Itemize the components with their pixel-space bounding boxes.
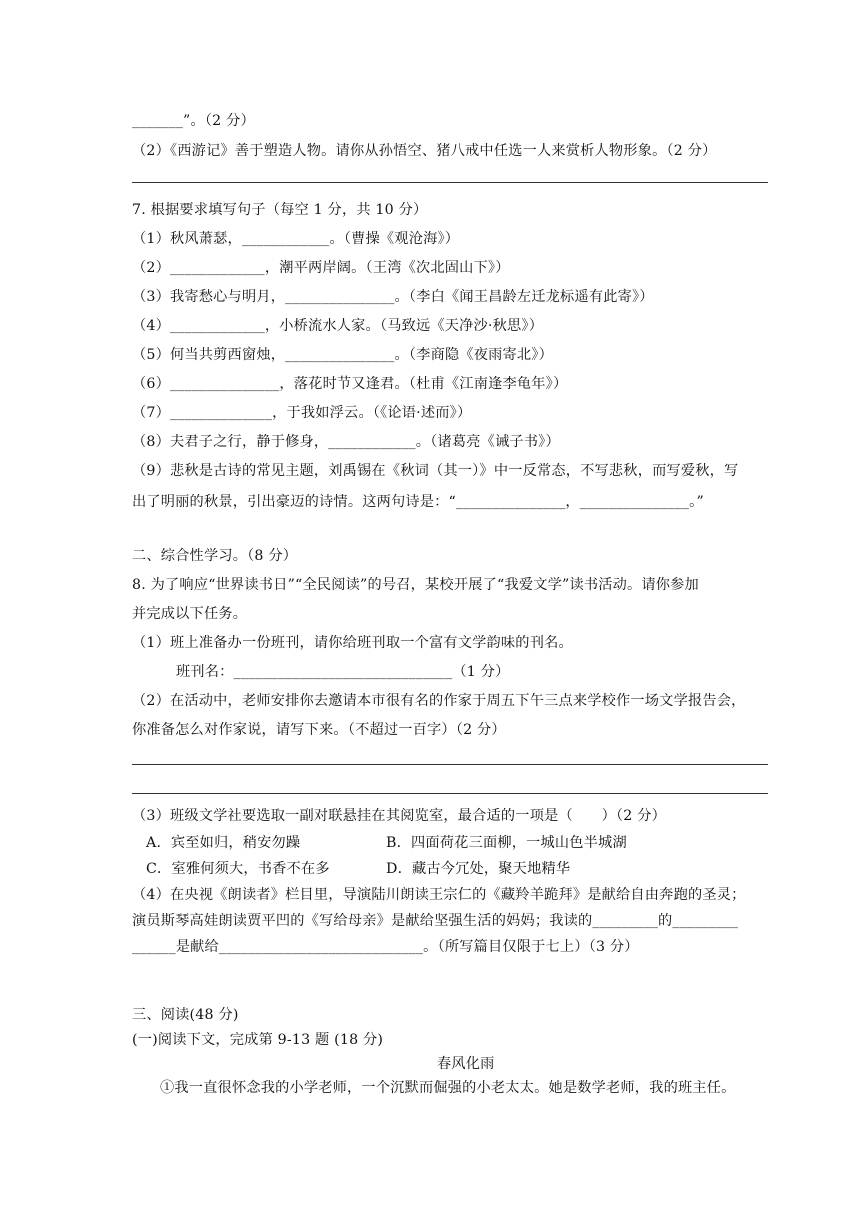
section-3-heading: 三、阅读(48 分) xyxy=(132,1007,239,1023)
reading-1-instruction: (一)阅读下文，完成第 9-13 题 (18 分) xyxy=(132,1032,384,1048)
question-7-6: （6）_______________，落花时节又逢君。（杜甫《江南逢李龟年》） xyxy=(132,376,568,392)
section-2-heading: 二、综合性学习。（8 分） xyxy=(132,548,298,564)
question-8-1: （1）班上准备办一份班刊，请你给班刊取一个富有文学韵味的刊名。 xyxy=(132,635,573,651)
question-7-9-cont: 出了明丽的秋景，引出豪迈的诗情。这两句诗是：“_______________，_______________。” xyxy=(132,494,704,510)
question-8-2-cont: 你准备怎么对作家说，请写下来。（不超过一百字）（2 分） xyxy=(132,722,506,738)
question-6-2: （2）《西游记》善于塑造人物。请你从孙悟空、猪八戒中任选一人来赏析人物形象。（2 分） xyxy=(132,143,717,159)
answer-blank-line: _______”。（2 分） xyxy=(132,113,255,129)
question-7-9: （9）悲秋是古诗的常见主题，刘禹锡在《秋词（其一）》中一反常态，不写悲秋，而写爱秋，写 xyxy=(132,463,739,479)
answer-rule xyxy=(132,182,768,183)
answer-rule xyxy=(132,793,768,794)
question-7-2: （2）_____________，潮平两岸阔。（王湾《次北固山下》） xyxy=(132,260,510,276)
article-title: 春风化雨 xyxy=(437,1056,495,1072)
question-8-4-cont: 演员斯琴高娃朗读贾平凹的《写给母亲》是献给坚强生活的妈妈；我读的_________的_________ xyxy=(132,913,739,929)
answer-rule xyxy=(132,764,768,765)
question-7-5: （5）何当共剪西窗烛，_______________。（李商隐《夜雨寄北》） xyxy=(132,347,553,363)
option-b: B．四面荷花三面柳，一城山色半城湖 xyxy=(386,835,627,851)
question-7-7: （7）______________，于我如浮云。（《论语·述而》） xyxy=(132,405,472,421)
question-8-4-cont2: ______是献给____________________________。（所写篇目仅限于七上）（3 分） xyxy=(132,939,639,955)
option-a: A．宾至如归，稍安勿躁 xyxy=(146,835,301,851)
question-8-intro-cont: 并完成以下任务。 xyxy=(132,606,248,622)
question-8-intro: 8. 为了响应“世界读书日”“全民阅读”的号召，某校开展了“我爱文学”读书活动。请你参加 xyxy=(132,577,699,593)
article-paragraph-1: ①我一直很怀念我的小学老师，一个沉默而倔强的小老太太。她是数学老师，我的班主任。 xyxy=(160,1080,736,1096)
question-7-1: （1）秋风萧瑟，____________。（曹操《观沧海》） xyxy=(132,231,460,247)
question-7-4: （4）_____________，小桥流水人家。（马致远《天净沙·秋思》） xyxy=(132,318,544,334)
question-8-3: （3）班级文学社要选取一副对联悬挂在其阅览室，最合适的一项是（ ）（2 分） xyxy=(132,808,667,824)
question-8-2: （2）在活动中，老师安排你去邀请本市很有名的作家于周五下午三点来学校作一场文学报告会， xyxy=(132,693,746,709)
journal-name-blank: 班刊名：______________________________（1 分） xyxy=(176,664,510,680)
option-c: C．室雅何须大，书香不在多 xyxy=(146,861,330,877)
question-7-heading: 7. 根据要求填写句子（每空 1 分，共 10 分） xyxy=(132,202,428,218)
question-7-3: （3）我寄愁心与明月，_______________。（李白《闻王昌龄左迁龙标遥有此寄》） xyxy=(132,289,654,305)
question-7-8: （8）夫君子之行，静于修身，____________。（诸葛亮《诫子书》） xyxy=(132,434,560,450)
question-8-4: （4）在央视《朗读者》栏目里，导演陆川朗读王宗仁的《藏羚羊跪拜》是献给自由奔跑的圣灵； xyxy=(132,887,746,903)
option-d: D．藏古今冗处，聚天地精华 xyxy=(386,861,571,877)
